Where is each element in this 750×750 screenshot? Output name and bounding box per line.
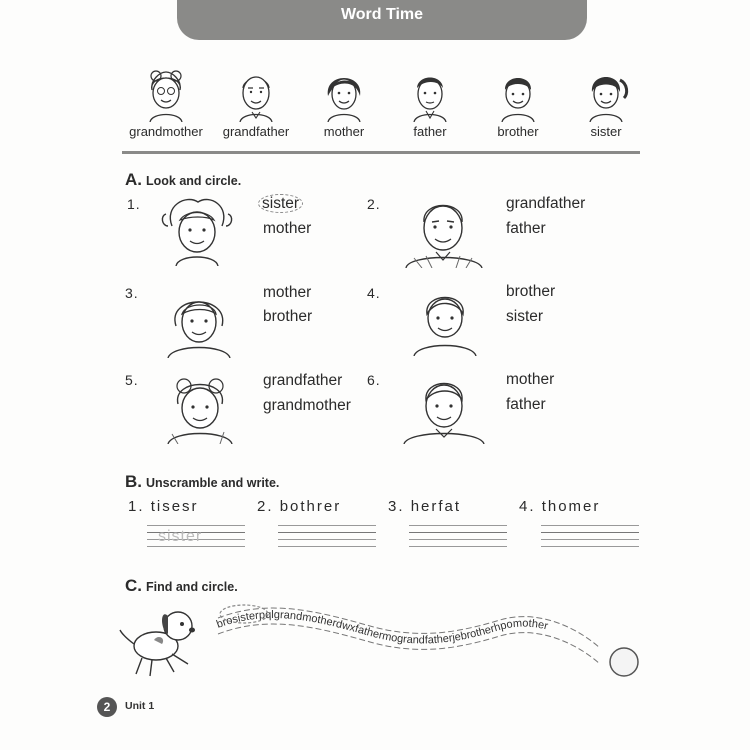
vocab-label: father <box>413 124 447 139</box>
section-title: Look and circle. <box>146 174 242 188</box>
section-title: Find and circle. <box>146 580 238 594</box>
vocab-grandfather <box>212 66 300 139</box>
question-number: 2. <box>367 196 381 212</box>
scrambled-word: herfat <box>410 498 462 515</box>
answer-option[interactable]: sister <box>506 308 544 325</box>
unit-label: Unit 1 <box>125 700 155 712</box>
brother-face-icon <box>494 66 542 122</box>
section-title: Unscramble and write. <box>146 476 280 490</box>
writing-lines[interactable] <box>541 525 639 553</box>
father-face-icon <box>406 66 454 122</box>
answer-option[interactable]: grandfather <box>263 372 343 389</box>
question-number: 1. <box>127 196 141 212</box>
section-c-heading <box>125 576 238 596</box>
vocab-label: grandfather <box>222 124 290 139</box>
circled-answer: sister <box>258 194 303 213</box>
vocab-father <box>386 66 474 139</box>
question-number: 3. <box>388 498 405 515</box>
writing-lines[interactable] <box>409 525 507 553</box>
mother-face-icon <box>320 66 368 122</box>
word-snake[interactable] <box>210 600 650 690</box>
page-number-badge: 2 <box>97 697 117 717</box>
vocab-grandmother <box>122 66 210 139</box>
snake-letters <box>215 609 550 646</box>
vocab-label: grandmother <box>129 124 203 139</box>
answer-option[interactable]: grandmother <box>263 397 351 414</box>
answer-option[interactable]: mother <box>263 284 312 301</box>
section-letter: C. <box>125 576 142 595</box>
sister-face-icon <box>582 66 630 122</box>
answer-option[interactable]: father <box>506 396 546 413</box>
grandfather-face-icon <box>232 66 280 122</box>
vocab-sister <box>562 66 650 139</box>
section-a-heading <box>125 170 241 190</box>
vocabulary-row <box>122 66 642 150</box>
scramble-item <box>128 498 199 515</box>
header-tab <box>177 0 587 40</box>
question-number: 3. <box>125 285 139 301</box>
dog-icon <box>118 604 206 680</box>
snake-end-circle <box>610 648 638 676</box>
section-b-heading <box>125 472 279 492</box>
section-letter: A. <box>125 170 142 189</box>
question-number: 4. <box>519 498 536 515</box>
answer-option[interactable]: brother <box>263 308 313 325</box>
answer-option[interactable]: mother <box>506 371 555 388</box>
mother-portrait-icon <box>164 286 234 358</box>
scramble-item <box>519 498 600 515</box>
page-title: Word Time <box>340 6 424 23</box>
scrambled-word: bothrer <box>279 498 342 515</box>
question-number: 4. <box>367 285 381 301</box>
answer-option[interactable]: father <box>506 220 546 237</box>
scrambled-word: thomer <box>541 498 601 515</box>
vocab-label: brother <box>497 124 539 139</box>
divider-line <box>122 151 640 154</box>
answer-option[interactable]: brother <box>506 283 556 300</box>
snake-letters-path: brosisterpqlgrandmotherdwxfathermograndfatherjebrotherhpomother <box>214 609 550 647</box>
grandmother-portrait-icon <box>164 374 236 444</box>
scramble-item <box>257 498 341 515</box>
father-portrait-icon <box>402 374 486 444</box>
brother-portrait-icon <box>410 286 480 356</box>
answer-option[interactable]: grandfather <box>506 195 586 212</box>
question-number: 5. <box>125 372 139 388</box>
writing-lines[interactable] <box>278 525 376 553</box>
vocab-label: mother <box>323 124 365 139</box>
vocab-label: sister <box>590 124 622 139</box>
traced-example: sister <box>158 528 203 545</box>
answer-option[interactable] <box>262 195 303 213</box>
question-number: 6. <box>367 372 381 388</box>
grandfather-portrait-icon <box>402 196 486 268</box>
girl-portrait-icon <box>160 196 234 266</box>
section-letter: B. <box>125 472 142 491</box>
scrambled-word: tisesr <box>150 498 199 515</box>
question-number: 2. <box>257 498 274 515</box>
scramble-item <box>388 498 461 515</box>
answer-option[interactable]: mother <box>263 220 312 237</box>
question-number: 1. <box>128 498 145 515</box>
vocab-mother <box>300 66 388 139</box>
vocab-brother <box>474 66 562 139</box>
grandmother-face-icon <box>142 66 190 122</box>
